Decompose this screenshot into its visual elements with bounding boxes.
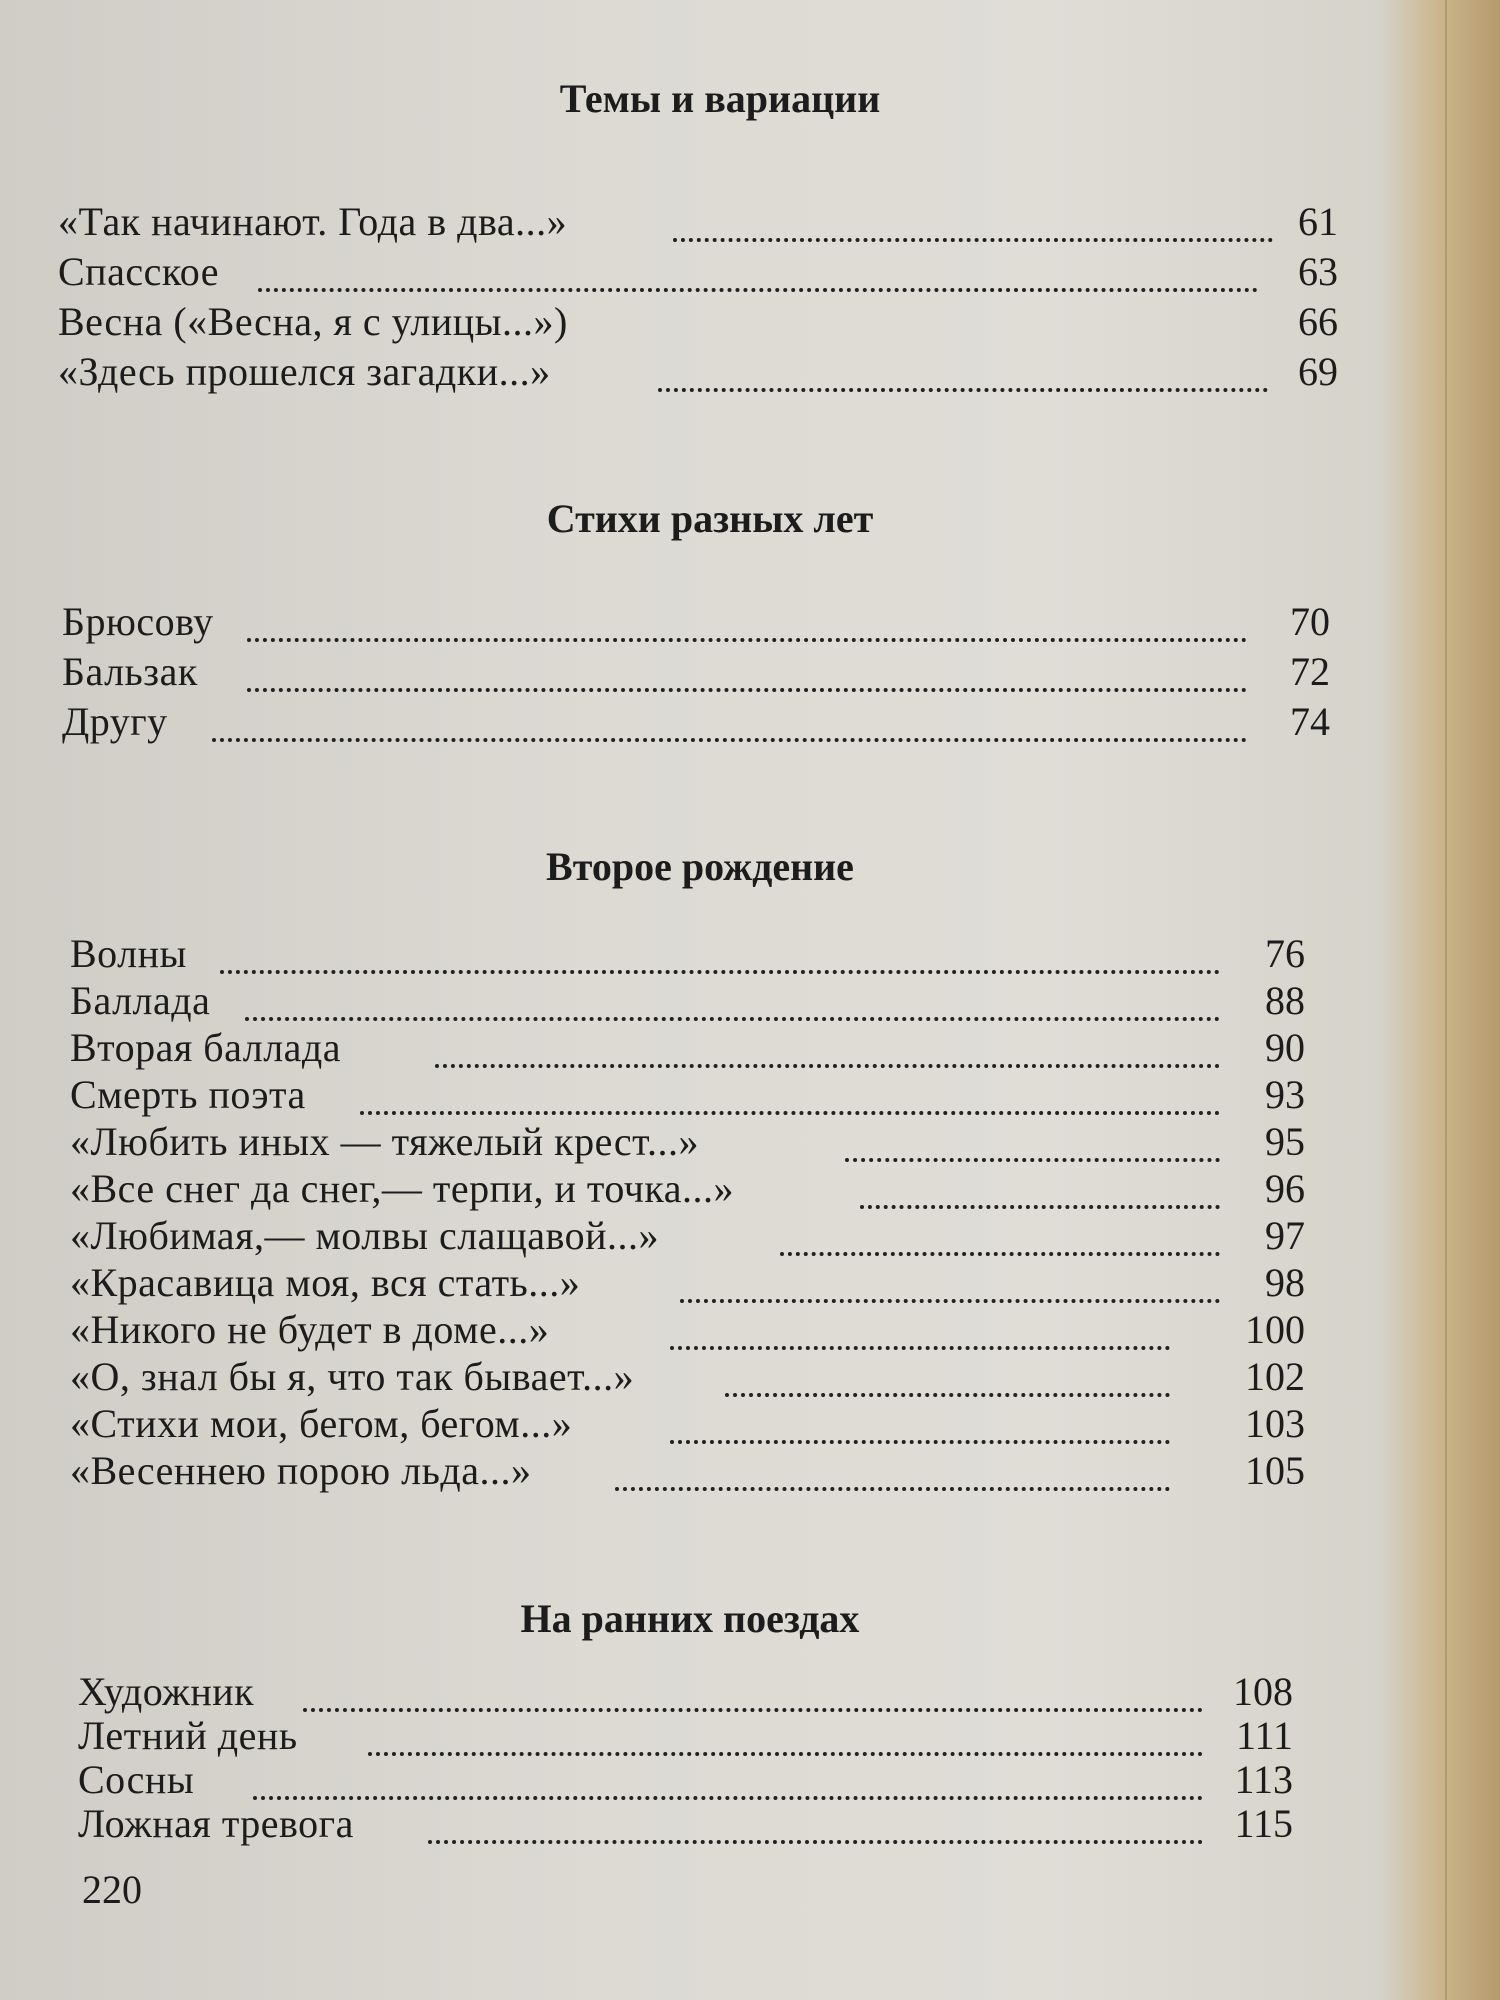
entry-page-number: 102 — [1245, 1354, 1305, 1399]
page-number: 220 — [82, 1867, 142, 1912]
entry-title: «О, знал бы я, что так бывает...» — [70, 1354, 635, 1399]
entry-page-number: 95 — [1265, 1119, 1305, 1164]
entry-page-number: 63 — [1298, 249, 1338, 294]
entry-page-number: 66 — [1298, 299, 1338, 344]
entry-page-number: 69 — [1298, 349, 1338, 394]
entry-title: «Любимая,— молвы слащавой...» — [70, 1213, 660, 1258]
entry-title: Бальзак — [62, 649, 198, 694]
entry-page-number: 115 — [1234, 1801, 1293, 1846]
entry-page-number: 70 — [1290, 599, 1330, 644]
toc-entry — [58, 348, 1358, 398]
entry-title: Сосны — [78, 1757, 195, 1802]
dot-leader — [428, 1790, 1203, 1844]
toc-entry — [70, 1447, 1350, 1497]
dot-leader — [673, 188, 1273, 242]
entry-title: «Любить иных — тяжелый крест...» — [70, 1119, 700, 1164]
entry-page-number: 113 — [1234, 1757, 1293, 1802]
dot-leader — [247, 588, 1247, 642]
entry-page-number: 61 — [1298, 199, 1338, 244]
entry-page-number: 100 — [1245, 1307, 1305, 1352]
entry-title: Художник — [78, 1669, 255, 1714]
entry-title: Баллада — [70, 978, 211, 1023]
entry-title: «Никого не будет в доме...» — [70, 1307, 550, 1352]
entry-title: Ложная тревога — [78, 1801, 354, 1846]
dot-leader — [247, 638, 1247, 692]
dot-leader — [258, 238, 1258, 292]
dot-leader — [360, 1061, 1220, 1115]
toc-entry — [62, 698, 1362, 748]
entry-page-number: 90 — [1265, 1025, 1305, 1070]
entry-page-number: 96 — [1265, 1166, 1305, 1211]
entry-title: Весна («Весна, я с улицы...») — [58, 299, 568, 344]
entry-title: Смерть поэта — [70, 1072, 306, 1117]
section-heading: Стихи разных лет — [546, 496, 874, 541]
entry-page-number: 105 — [1245, 1448, 1305, 1493]
dot-leader — [845, 1108, 1220, 1162]
entry-title: Другу — [62, 699, 168, 744]
entry-title: «Весеннею порою льда...» — [70, 1448, 532, 1493]
entry-title: «Здесь прошелся загадки...» — [58, 349, 551, 394]
entry-page-number: 88 — [1265, 978, 1305, 1023]
entry-page-number: 93 — [1265, 1072, 1305, 1117]
entry-title: «Красавица моя, вся стать...» — [70, 1260, 581, 1305]
dot-leader — [680, 1249, 1220, 1303]
entry-title: Волны — [70, 931, 187, 976]
entry-title: «Все снег да снег,— терпи, и точка...» — [70, 1166, 734, 1211]
dot-leader — [435, 1014, 1220, 1068]
entry-title: Брюсову — [62, 599, 214, 644]
entry-page-number: 74 — [1290, 699, 1330, 744]
entry-page-number: 76 — [1265, 931, 1305, 976]
dot-leader — [670, 1390, 1170, 1444]
dot-leader — [220, 920, 1220, 974]
dot-leader — [212, 688, 1247, 742]
entry-page-number: 108 — [1233, 1669, 1293, 1714]
toc-entry — [58, 248, 1358, 298]
dot-leader — [245, 967, 1220, 1021]
entry-page-number: 98 — [1265, 1260, 1305, 1305]
section-heading: Второе рождение — [546, 844, 854, 889]
entry-page-number: 72 — [1290, 649, 1330, 694]
entry-page-number: 103 — [1245, 1401, 1305, 1446]
entry-title: Вторая баллада — [70, 1025, 342, 1070]
section-heading: На ранних поездах — [520, 1596, 860, 1641]
entry-title: Спасское — [58, 249, 219, 294]
section-heading: Темы и вариации — [559, 76, 881, 121]
entry-title: Летний день — [78, 1713, 298, 1758]
entry-title: «Так начинают. Года в два...» — [58, 199, 568, 244]
dot-leader — [658, 338, 1268, 392]
dot-leader — [725, 1343, 1170, 1397]
dot-leader — [860, 1155, 1220, 1209]
dot-leader — [615, 1437, 1170, 1491]
dot-leader — [670, 1296, 1170, 1350]
dot-leader — [780, 1202, 1220, 1256]
entry-page-number: 111 — [1235, 1713, 1293, 1758]
entry-page-number: 97 — [1265, 1213, 1305, 1258]
toc-entry — [78, 1800, 1338, 1850]
entry-title: «Стихи мои, бегом, бегом...» — [70, 1401, 573, 1446]
